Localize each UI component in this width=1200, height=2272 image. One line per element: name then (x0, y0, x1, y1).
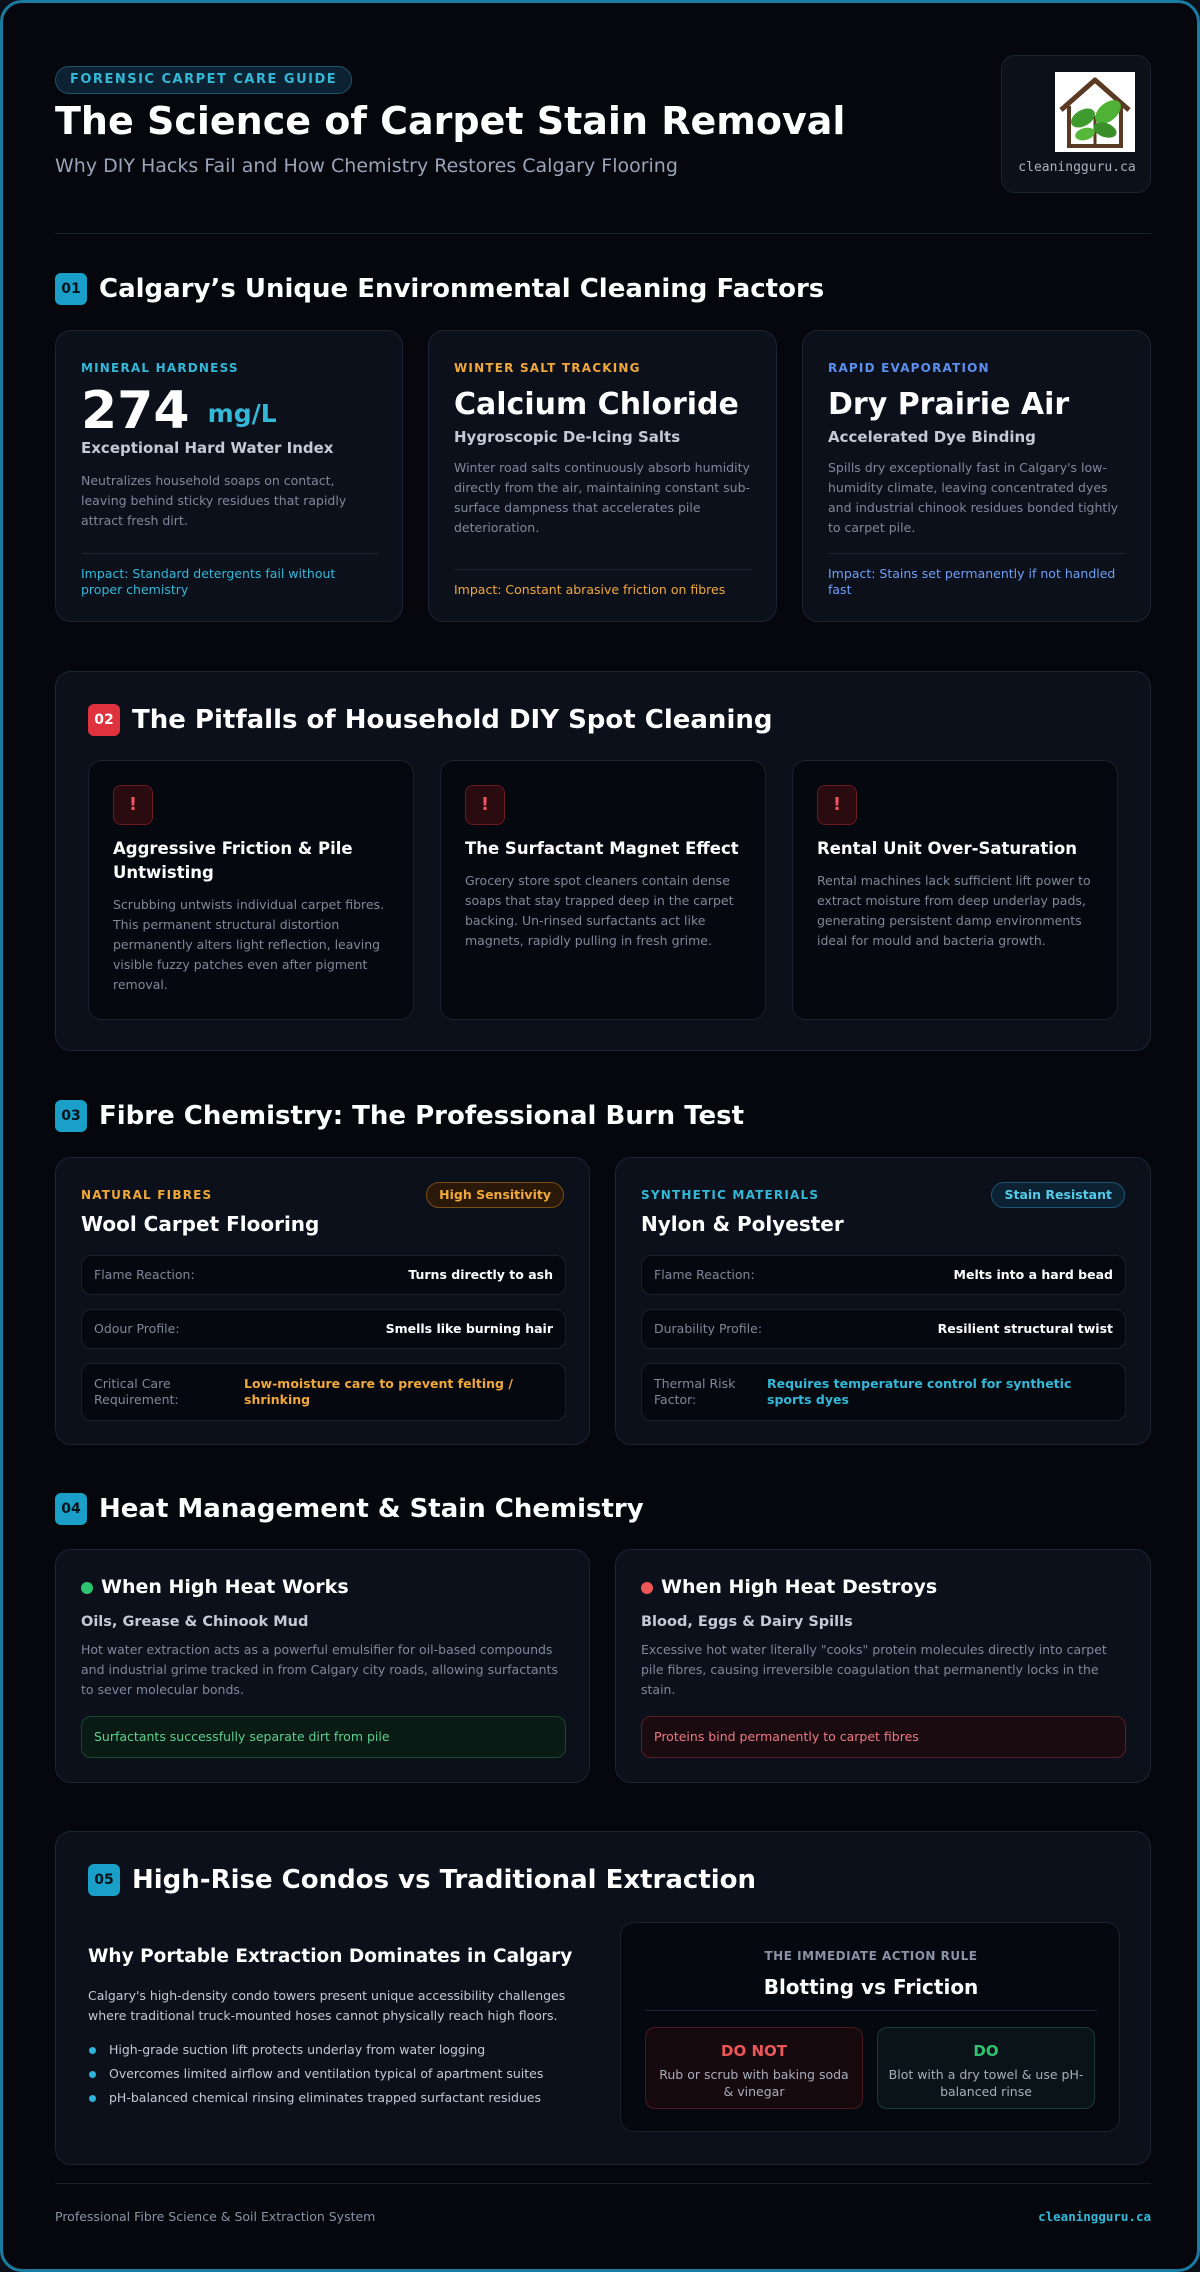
action-rule-box (620, 1922, 1120, 2132)
property-value: Melts into a hard bead (953, 1267, 1113, 1282)
property-value: Resilient structural twist (937, 1321, 1113, 1336)
property-label: Critical Care Requirement: (94, 1376, 179, 1407)
property-row (81, 1255, 566, 1295)
section-number: 01 (55, 273, 87, 305)
house-leaf-logo-icon (1055, 72, 1135, 152)
section-4-heading (55, 1493, 644, 1525)
section-title: Heat Management & Stain Chemistry (99, 1494, 644, 1524)
card-kicker: WINTER SALT TRACKING (454, 361, 641, 375)
card-kicker: MINERAL HARDNESS (81, 361, 239, 375)
footer-link[interactable]: cleaningguru.ca (1038, 2209, 1151, 2224)
heat-card-title-text: When High Heat Destroys (661, 1576, 938, 1598)
do-not-label: DO NOT (721, 2042, 787, 2060)
card-big-title: Dry Prairie Air (828, 387, 1070, 422)
portable-extraction-heading: Why Portable Extraction Dominates in Calgary (88, 1946, 573, 1967)
card-subtitle: Accelerated Dye Binding (828, 428, 1036, 446)
property-label: Odour Profile: (94, 1321, 180, 1336)
benefit-bullet: High-grade suction lift protects underlay from water logging (109, 2042, 486, 2057)
benefit-bullet: Overcomes limited airflow and ventilation typical of apartment suites (109, 2066, 544, 2081)
section-number: 04 (55, 1493, 87, 1525)
card-text: Winter road salts continuously absorb humidity directly from the air, maintaining constant sub-surface dampness that accelerates pile deterioration. (454, 460, 751, 535)
footer-divider (55, 2183, 1151, 2184)
section-2-heading (88, 704, 772, 736)
property-value: Turns directly to ash (408, 1267, 553, 1282)
fibre-title: Wool Carpet Flooring (81, 1212, 320, 1236)
footer-tagline: Professional Fibre Science & Soil Extraction System (55, 2209, 376, 2224)
section-title: The Pitfalls of Household DIY Spot Cleaning (132, 705, 773, 735)
card-text: Spills dry exceptionally fast in Calgary's low-humidity climate, leaving concentrated dyes and industrial chinook residues bonded tightly to carpet pile. (828, 460, 1119, 535)
pitfall-card-surfactant (440, 760, 766, 1020)
property-row (81, 1309, 566, 1349)
pitfall-card-friction (88, 760, 414, 1020)
pitfall-title: The Surfactant Magnet Effect (465, 839, 739, 858)
heat-card-title (81, 1576, 349, 1598)
guide-badge: FORENSIC CARPET CARE GUIDE (55, 66, 352, 94)
property-row (641, 1363, 1126, 1421)
hardness-unit: mg/L (207, 399, 277, 428)
page-title: The Science of Carpet Stain Removal (55, 99, 846, 143)
card-divider (454, 569, 752, 570)
rapid-evaporation-card (802, 330, 1151, 622)
property-value: Low-moisture care to prevent felting / shrinking (244, 1376, 513, 1407)
wool-fibre-card (55, 1157, 590, 1445)
logo-card[interactable] (1001, 55, 1151, 193)
pitfall-text: Scrubbing untwists individual carpet fibres. This permanent structural distortion permanently alters light reflection, leaving visible fuzzy patches even after pigment removal. (113, 897, 385, 992)
do-label: DO (973, 2042, 999, 2060)
header-divider (55, 233, 1151, 234)
section-number: 05 (88, 1864, 120, 1896)
pitfall-text: Grocery store spot cleaners contain dense soaps that stay trapped deep in the carpet backing. Un-rinsed surfactants act like magnets, rapidly pulling in fresh grime. (465, 873, 734, 948)
property-row (641, 1309, 1126, 1349)
card-divider (81, 553, 379, 554)
heat-destroys-card (615, 1549, 1151, 1783)
sensitivity-badge: High Sensitivity (426, 1182, 564, 1208)
mineral-hardness-card (55, 330, 403, 622)
card-impact: Impact: Constant abrasive friction on fibres (454, 582, 726, 597)
do-box (877, 2027, 1095, 2109)
hardness-number: 274 (81, 381, 190, 441)
section-1-heading (55, 273, 824, 305)
section-number: 02 (88, 704, 120, 736)
heat-works-card (55, 1549, 590, 1783)
card-subtitle: Hygroscopic De-Icing Salts (454, 428, 681, 446)
diy-pitfalls-panel (55, 671, 1151, 1051)
card-impact: Impact: Stains set permanently if not handled fast (828, 566, 1116, 597)
pitfall-text: Rental machines lack sufficient lift power to extract moisture from deep underlay pads, generating persistent damp environments ideal for mould and bacteria growth. (817, 873, 1091, 948)
property-value: Requires temperature control for synthetic sports dyes (767, 1376, 1072, 1407)
card-divider (828, 553, 1126, 554)
heat-card-text: Excessive hot water literally "cooks" protein molecules directly into carpet pile fibres, causing irreversible coagulation that permanently locks in the stain. (641, 1642, 1107, 1697)
card-kicker: RAPID EVAPORATION (828, 361, 990, 375)
property-label: Flame Reaction: (94, 1267, 195, 1282)
heat-card-text: Hot water extraction acts as a powerful emulsifier for oil-based compounds and industrial grime tracked in from Calgary city roads, allowing surfactants to sever molecular bonds. (81, 1642, 558, 1697)
section-title: Calgary’s Unique Environmental Cleaning Factors (99, 274, 825, 304)
card-kicker: NATURAL FIBRES (81, 1188, 213, 1202)
condo-extraction-panel (55, 1831, 1151, 2165)
property-label: Thermal Risk Factor: (654, 1376, 736, 1407)
property-row (81, 1363, 566, 1421)
heat-card-title-text: When High Heat Works (101, 1576, 349, 1598)
portable-extraction-text: Calgary's high-density condo towers present unique accessibility challenges where traditional truck-mounted hoses cannot physically reach high floors. (88, 1988, 566, 2023)
page-subtitle: Why DIY Hacks Fail and How Chemistry Restores Calgary Flooring (55, 155, 678, 177)
heat-result-note: Surfactants successfully separate dirt from pile (81, 1716, 566, 1758)
section-title: Fibre Chemistry: The Professional Burn Test (99, 1101, 745, 1131)
action-rule-divider (645, 2010, 1097, 2011)
hardness-value (81, 381, 277, 441)
card-text: Neutralizes household soaps on contact, leaving behind sticky residues that rapidly attract fresh dirt. (81, 473, 347, 528)
action-rule-kicker: THE IMMEDIATE ACTION RULE (764, 1949, 978, 1963)
heat-card-subtitle: Oils, Grease & Chinook Mud (81, 1614, 309, 1630)
green-status-dot-icon (81, 1582, 93, 1594)
section-3-heading (55, 1100, 744, 1132)
fibre-title: Nylon & Polyester (641, 1212, 844, 1236)
resistance-badge: Stain Resistant (991, 1182, 1125, 1208)
heat-card-subtitle: Blood, Eggs & Dairy Spills (641, 1614, 853, 1630)
warning-icon: ! (113, 785, 153, 825)
card-impact: Impact: Standard detergents fail without proper chemistry (81, 566, 336, 597)
card-subtitle: Exceptional Hard Water Index (81, 439, 334, 457)
card-big-title: Calcium Chloride (454, 387, 739, 422)
section-title: High-Rise Condos vs Traditional Extraction (132, 1865, 757, 1895)
warning-icon: ! (817, 785, 857, 825)
property-label: Durability Profile: (654, 1321, 763, 1336)
heat-result-note: Proteins bind permanently to carpet fibres (641, 1716, 1126, 1758)
section-number: 03 (55, 1100, 87, 1132)
benefit-bullet: pH-balanced chemical rinsing eliminates trapped surfactant residues (109, 2090, 542, 2105)
do-not-text: Rub or scrub with baking soda & vinegar (659, 2067, 849, 2099)
salt-tracking-card (428, 330, 777, 622)
property-row (641, 1255, 1126, 1295)
section-5-heading (88, 1864, 756, 1896)
do-not-box (645, 2027, 863, 2109)
property-label: Flame Reaction: (654, 1267, 755, 1282)
pitfall-card-oversaturation (792, 760, 1118, 1020)
pitfall-title: Aggressive Friction & Pile Untwisting (113, 839, 353, 882)
synthetic-fibre-card (615, 1157, 1151, 1445)
warning-icon: ! (465, 785, 505, 825)
do-text: Blot with a dry towel & use pH-balanced rinse (888, 2067, 1084, 2099)
property-value: Smells like burning hair (385, 1321, 553, 1336)
red-status-dot-icon (641, 1582, 653, 1594)
logo-domain: cleaningguru.ca (1018, 160, 1136, 175)
heat-card-title (641, 1576, 937, 1598)
card-kicker: SYNTHETIC MATERIALS (641, 1188, 820, 1202)
pitfall-title: Rental Unit Over-Saturation (817, 839, 1078, 858)
action-rule-title: Blotting vs Friction (763, 1975, 979, 1999)
